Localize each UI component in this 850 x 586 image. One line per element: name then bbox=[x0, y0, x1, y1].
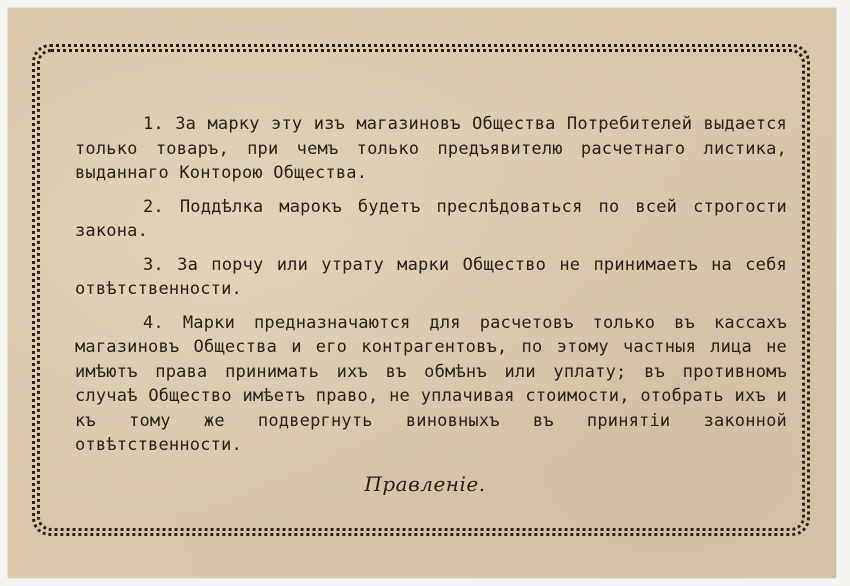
rules-text bbox=[75, 112, 787, 467]
rule-paragraph-3: 3. За порчу или утрату марки Общество не принимаетъ на себя отвѣтственности. bbox=[75, 254, 787, 299]
rule-paragraph-4: 4. Марки предназначаются для расчетовъ только въ кассахъ магазиновъ Общества и его контрагентовъ, по этому частныя лица не имѣютъ права принимать ихъ въ обмѣнъ или уплату; въ противномъ случаѣ Общество имѣетъ право, не уплачивая стоимости, отобрать ихъ и къ тому же подвергнуть виновныхъ въ принятіи законной отвѣтственности. bbox=[75, 312, 787, 455]
rule-paragraph-2: 2. Поддѣлка марокъ будетъ преслѣдоваться по всей строгости закона. bbox=[75, 196, 787, 241]
board-signature: Правленіе. bbox=[364, 472, 486, 496]
rule-paragraph-1: 1. За марку эту изъ магазиновъ Общества Потребителей выдается только товаръ, при чемъ только предъявителю расчетнаго листика, выданнаго Конторою Общества. bbox=[75, 114, 787, 183]
